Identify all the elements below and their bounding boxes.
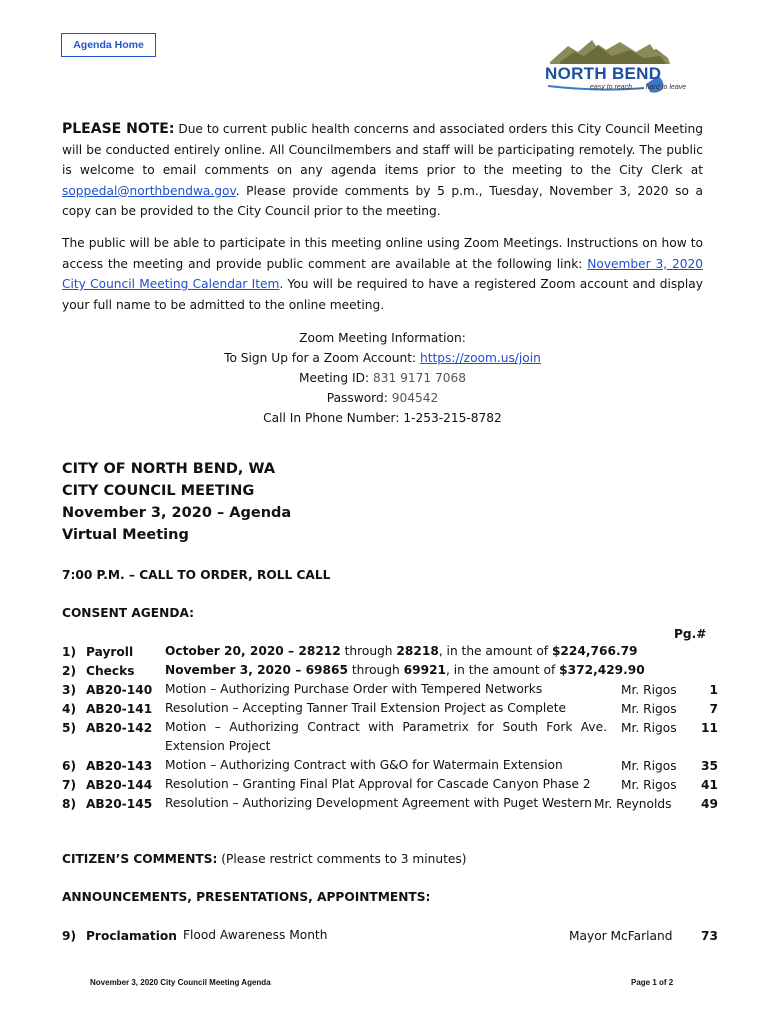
item-code: Proclamation [86,929,177,943]
item-code: Checks [86,664,135,678]
agenda-item [62,680,722,700]
item-description: October 20, 2020 – 28212 through 28218, in the amount of $224,766.79 [165,644,638,658]
citizens-note: (Please restrict comments to 3 minutes) [217,852,467,866]
meeting-id-label: Meeting ID: [298,371,370,385]
page-number-header: Pg.# [674,627,707,641]
phone-label: Call In Phone Number: [263,411,400,425]
notice-label: PLEASE NOTE: [62,121,175,137]
agenda-item [62,642,722,662]
item-description: Resolution – Authorizing Development Agreement with Puget Western [165,796,592,810]
citizens-label: CITIZEN’S COMMENTS: [62,852,218,866]
item-number: 5) [62,721,77,735]
item-code: AB20-145 [86,797,153,811]
notice-paragraph [62,119,703,222]
password-value: 904542 [391,391,439,405]
agenda-heading [62,458,291,546]
footer-page-number: Page 1 of 2 [631,978,674,987]
logo-name: NORTH BEND [545,64,662,83]
call-to-order: 7:00 P.M. – CALL TO ORDER, ROLL CALL [62,568,331,582]
item-number: 8) [62,797,77,811]
item-description: Motion – Authorizing Contract with G&O for Watermain Extension [165,758,563,772]
citizens-comments [62,852,467,866]
item-description: Resolution – Accepting Tanner Trail Extension Project as Complete [165,701,566,715]
item-description: November 3, 2020 – 69865 through 69921, in the amount of $372,429.90 [165,663,645,677]
agenda-item [62,661,722,681]
heading-virtual: Virtual Meeting [62,527,189,543]
item-page: 11 [701,721,718,735]
item-code: Payroll [86,645,134,659]
agenda-item [62,756,722,776]
announcements-heading: ANNOUNCEMENTS, PRESENTATIONS, APPOINTMENTS: [62,890,431,904]
item-number: 3) [62,683,77,697]
meeting-id-line [62,368,703,388]
item-page: 35 [701,759,718,773]
phone-line [62,408,703,428]
item-page: 73 [701,929,718,943]
heading-meeting: CITY COUNCIL MEETING [62,483,255,499]
zoom-info-title: Zoom Meeting Information: [299,331,466,345]
heading-date: November 3, 2020 – Agenda [62,505,292,521]
password-line [62,388,703,408]
item-code: AB20-144 [86,778,153,792]
notice-tail: . Please provide comments by 5 p.m., Tuesday, November 3, 2020 so a copy can be provided to the City Council prior to the meeting. [62,183,703,218]
item-page: 7 [709,702,718,716]
item-description: Flood Awareness Month [183,928,328,942]
item-description: Resolution – Granting Final Plat Approval for Cascade Canyon Phase 2 [165,777,591,791]
item-presenter: Mr. Rigos [621,759,677,773]
heading-city: CITY OF NORTH BEND, WA [62,461,276,477]
agenda-item [62,794,722,814]
zoom-instructions-paragraph [62,233,703,315]
item-page: 41 [701,778,718,792]
calendar-item-link[interactable]: November 3, 2020 City Council Meeting Calendar Item [62,256,704,291]
agenda-home-button[interactable]: Agenda Home [61,33,156,57]
item-code: AB20-142 [86,721,153,735]
item-number: 7) [62,778,77,792]
item-presenter: Mayor McFarland [569,929,673,943]
item-number: 1) [62,645,77,659]
item-description: Motion – Authorizing Contract with Parametrix for South Fork Ave. Extension Project [165,720,607,753]
notice-text: Due to current public health concerns and associated orders this City Council Meeting will be conducted entirely online. All Councilmembers and staff will be participating remotely. The public is welcome to email comments on any agenda items prior to the meeting to the City Clerk at [62,122,703,177]
meeting-id-value: 831 9171 7068 [372,371,467,385]
zoom-instructions-tail: . You will be required to have a registered Zoom account and display your full name to be admitted to the online meeting. [62,277,703,312]
password-label: Password: [326,391,388,405]
zoom-signup-line [62,348,703,368]
item-presenter: Mr. Rigos [621,778,677,792]
item-code: AB20-141 [86,702,153,716]
footer-title: November 3, 2020 City Council Meeting Agenda [90,978,271,987]
zoom-instructions-text: The public will be able to participate in this meeting online using Zoom Meetings. Instructions on how to access the meeting and provide public comment are available at the following link: [62,236,703,271]
item-presenter: Mr. Reynolds [594,797,672,811]
agenda-item [62,699,722,719]
logo-tagline: easy to reach . . . hard to leave [590,84,687,91]
zoom-signup-label: To Sign Up for a Zoom Account: [224,351,417,365]
consent-agenda-heading: CONSENT AGENDA: [62,606,194,620]
item-description: Motion – Authorizing Purchase Order with Tempered Networks [165,682,543,696]
agenda-item [62,775,722,795]
item-number: 2) [62,664,77,678]
clerk-email-link[interactable]: soppedal@northbendwa.gov [62,183,236,198]
item-presenter: Mr. Rigos [621,702,677,716]
proclamation-item [62,926,722,946]
item-number: 6) [62,759,77,773]
zoom-signup-link[interactable]: https://zoom.us/join [419,351,541,365]
zoom-info-block [62,328,703,428]
item-presenter: Mr. Rigos [621,683,677,697]
item-page: 49 [701,797,718,811]
item-number: 9) [62,929,77,943]
item-page: 1 [709,683,718,697]
phone-value: 1-253-215-8782 [403,411,502,425]
item-code: AB20-140 [86,683,153,697]
item-number: 4) [62,702,77,716]
agenda-item [62,718,722,753]
item-code: AB20-143 [86,759,153,773]
item-presenter: Mr. Rigos [621,721,677,735]
